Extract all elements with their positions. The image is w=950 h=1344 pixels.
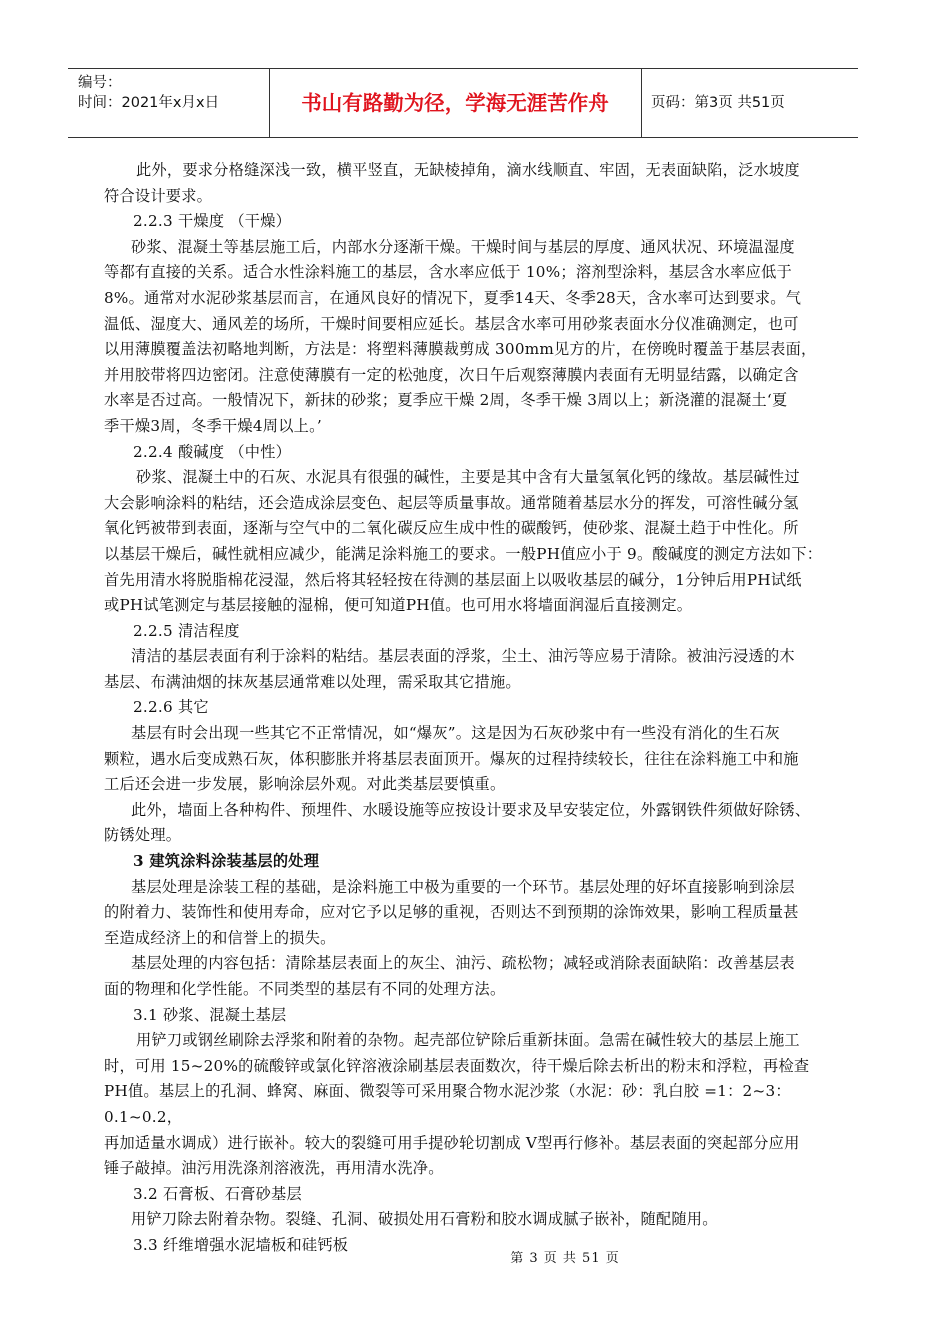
body-text-line: 2.2.4 酸碱度 （中性） xyxy=(133,442,292,461)
header-middle-cell xyxy=(269,69,642,137)
body-text-line: 至造成经济上的和信誉上的损失。 xyxy=(104,928,336,947)
body-text-line: 符合设计要求。 xyxy=(104,186,213,205)
body-text-line: 防锈处理。 xyxy=(104,826,182,845)
body-text-line: 2.2.5 清洁程度 xyxy=(133,621,240,640)
header-motto: 书山有路勤为径，学海无涯苦作舟 xyxy=(301,91,609,115)
page-footer: 第 3 页 共 51 页 xyxy=(510,1251,620,1266)
body-text-line: 时，可用 15~20%的硫酸锌或氯化锌溶液涂刷基层表面数次，待干燥后除去析出的粉末和浮粒，再检查 xyxy=(104,1056,810,1075)
body-text-line: 0.1~0.2， xyxy=(104,1107,183,1126)
body-text-line: 面的物理和化学性能。不同类型的基层有不同的处理方法。 xyxy=(104,980,506,998)
body-text-line: 3.3 纤维增强水泥墙板和硅钙板 xyxy=(133,1235,349,1254)
body-text-line: 此外，要求分格缝深浅一致，横平竖直，无缺棱掉角，滴水线顺直、牢固，无表面缺陷，泛水坡度 xyxy=(136,161,800,179)
body-text-line: 以用薄膜覆盖法初略地判断，方法是：将塑料薄膜裁剪成 300mm见方的片，在傍晚时覆盖于基层表面， xyxy=(104,340,817,359)
body-text-line: 3.2 石膏板、石膏砂基层 xyxy=(133,1184,302,1203)
body-text-line: 氧化钙被带到表面，逐渐与空气中的二氧化碳反应生成中性的碳酸钙，使砂浆、混凝土趋于中性化。所 xyxy=(104,519,799,538)
body-text-line: 基层有时会出现一些其它不正常情况，如“爆灰”。这是因为石灰砂浆中有一些没有消化的生石灰 xyxy=(131,724,780,743)
body-text-line: 用铲刀除去附着杂物。裂缝、孔洞、破损处用石膏粉和胶水调成腻子嵌补，随配随用。 xyxy=(131,1210,718,1229)
body-text-line: 3.1 砂浆、混凝土基层 xyxy=(133,1005,287,1024)
body-text-line: 温低、湿度大、通风差的场所，干燥时间要相应延长。基层含水率可用砂浆表面水分仪准确测定，也可 xyxy=(104,314,799,333)
body-text-line: 基层处理是涂装工程的基础，是涂料施工中极为重要的一个环节。基层处理的好坏直接影响到涂层 xyxy=(131,877,795,896)
body-text-line: 8%。通常对水泥砂浆基层而言，在通风良好的情况下，夏季14天、冬季28天，含水率可达到要求。气 xyxy=(104,288,802,307)
body-text-line: 大会影响涂料的粘结，还会造成涂层变色、起层等质量事故。通常随着基层水分的挥发，可溶性碱分氢 xyxy=(104,493,799,512)
body-text-line: 或PH试笔测定与基层接触的湿棉，便可知道PH值。也可用水将墙面润湿后直接测定。 xyxy=(104,596,693,615)
page-header xyxy=(68,68,858,138)
header-page-info: 页码：第3页 共51页 xyxy=(651,95,785,111)
body-text-line: 的附着力、装饰性和使用寿命，应对它予以足够的重视，否则达不到预期的涂饰效果，影响工程质量甚 xyxy=(104,903,799,922)
body-text-line: 基层处理的内容包括：清除基层表面上的灰尘、油污、疏松物；减轻或消除表面缺陷：改善基层表 xyxy=(131,954,795,973)
body-text-line: 2.2.6 其它 xyxy=(133,698,209,717)
body-text-line: 基层、布满油烟的抹灰基层通常难以处理，需采取其它措施。 xyxy=(104,672,521,691)
body-text-line: 水率是否过高。一般情况下，新抹的砂浆；夏季应干燥 2周，冬季干燥 3周以上；新浇灌的混凝土‘夏 xyxy=(104,391,788,410)
body-text-line: 再加适量水调成）进行嵌补。较大的裂缝可用手提砂轮切割成 V型再行修补。基层表面的突起部分应用 xyxy=(104,1133,800,1152)
body-text-line: 并用胶带将四边密闭。注意使薄膜有一定的松弛度，次日午后观察薄膜内表面有无明显结露，以确定含 xyxy=(104,365,799,384)
header-left-cell xyxy=(68,69,270,137)
body-text-line: 颗粒，遇水后变成熟石灰，体积膨胀并将基层表面顶开。爆灰的过程持续较长，往往在涂料施工中和施 xyxy=(104,749,799,768)
body-text-line: 季干燥3周，冬季干燥4周以上。’ xyxy=(104,416,322,435)
body-text-line: 3 建筑涂料涂装基层的处理 xyxy=(133,852,320,871)
body-text-line: 清洁的基层表面有利于涂料的粘结。基层表面的浮浆，尘土、油污等应易于清除。被油污浸透的木 xyxy=(131,647,795,666)
body-text-line: 等都有直接的关系。适合水性涂料施工的基层，含水率应低于 10%；溶剂型涂料，基层含水率应低于 xyxy=(104,263,792,282)
header-right-cell xyxy=(641,69,858,137)
body-text-line: 砂浆、混凝土中的石灰、水泥具有很强的碱性，主要是其中含有大量氢氧化钙的缘故。基层碱性过 xyxy=(136,468,800,487)
body-text-line: 以基层干燥后，碱性就相应减少，能满足涂料施工的要求。一般PH值应小于 9。酸碱度的测定方法如下： xyxy=(104,544,823,563)
body-text-line: 首先用清水将脱脂棉花浸湿，然后将其轻轻按在待测的基层面上以吸收基层的碱分，1分钟后用PH试纸 xyxy=(104,570,802,589)
document-time: 时间：2021年x月x日 xyxy=(78,95,220,111)
body-text-line: 工后还会进一步发展，影响涂层外观。对此类基层要慎重。 xyxy=(104,775,506,794)
body-text-line: 锤子敲掉。油污用洗涤剂溶液洗，再用清水洗净。 xyxy=(104,1159,444,1178)
document-body xyxy=(104,158,874,1259)
document-code-label: 编号： xyxy=(78,75,122,91)
body-text-line: 2.2.3 干燥度 （干燥） xyxy=(133,212,292,231)
body-text-line: 此外，墙面上各种构件、预埋件、水暖设施等应按设计要求及早安装定位，外露钢铁件须做好除锈、 xyxy=(131,800,811,819)
body-text-line: 用铲刀或钢丝刷除去浮浆和附着的杂物。起壳部位铲除后重新抹面。急需在碱性较大的基层上施工 xyxy=(136,1031,800,1050)
body-text-line: PH值。基层上的孔洞、蜂窝、麻面、微裂等可采用聚合物水泥沙浆（水泥：砂：乳白胶 =1：2~3： xyxy=(104,1082,791,1101)
body-text-line: 砂浆、混凝土等基层施工后，内部水分逐渐干燥。干燥时间与基层的厚度、通风状况、环境温湿度 xyxy=(131,237,795,256)
